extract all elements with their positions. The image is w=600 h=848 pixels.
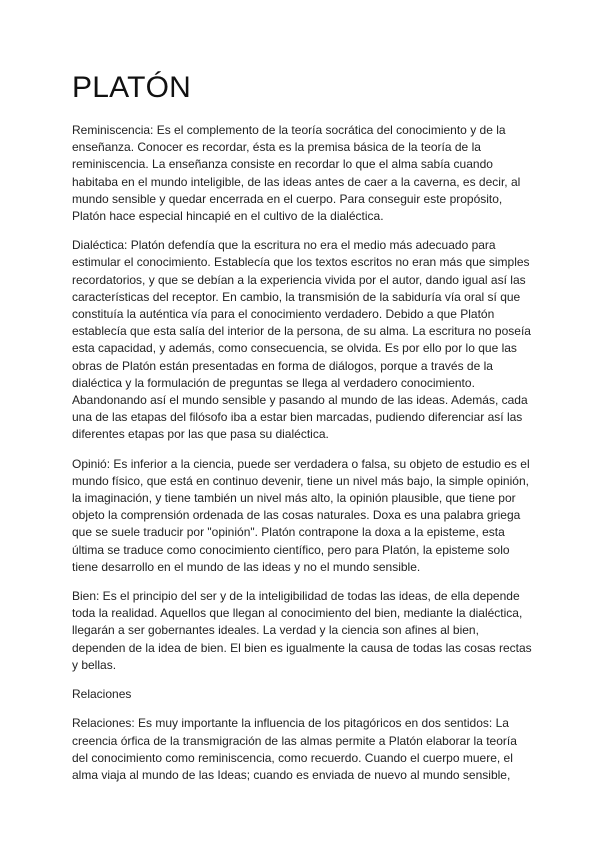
paragraph-relaciones: Relaciones: Es muy importante la influencia de los pitagóricos en dos sentidos: La creencia órfica de la transmigración de las almas permite a Platón elaborar la teoría del conocimiento como reminiscencia, como recuerdo. Cuando el cuerpo muere, el alma viaja al mundo de las Ideas; cuando es enviada de nuevo al mundo sensible, (72, 716, 517, 782)
paragraph-bien: Bien: Es el principio del ser y de la inteligibilidad de todas las ideas, de ella depende toda la realidad. Aquellos que llegan al conocimiento del bien, mediante la dialéctica, llegarán a ser gobernantes ideales. La verdad y la ciencia son afines al bien, dependen de la idea de bien. El bien es igualmente la causa de todas las cosas rectas y bellas. (72, 589, 532, 672)
section-heading-relaciones: Relaciones (72, 687, 132, 702)
page-title: PLATÓN (72, 71, 192, 104)
document-body (72, 122, 532, 796)
paragraph-reminiscencia: Reminiscencia: Es el complemento de la teoría socrática del conocimiento y de la enseñanza. Conocer es recordar, ésta es la premisa básica de la teoría de la reminiscencia. La enseñanza consiste en recordar lo que el alma sabía cuando habitaba en el mundo inteligible, de las ideas antes de caer a la caverna, es decir, al mundo sensible y quedar encerrada en el cuerpo. Para conseguir este propósito, Platón hace especial hincapié en el cultivo de la dialéctica. (72, 123, 521, 224)
paragraph-dialectica: Dialéctica: Platón defendía que la escritura no era el medio más adecuado para estimular el conocimiento. Establecía que los textos escritos no eran más que simples recordatorios, y que se debían a la experiencia vivida por el autor, dando igual así las características del receptor. En cambio, la transmisión de la sabiduría vía oral sí que constituía la auténtica vía para el conocimiento verdadero. Debido a que Platón establecía que esta salía del interior de la persona, de su alma. La escritura no poseía esta capacidad, y además, como consecuencia, se olvida. Es por ello por lo que las obras de Platón están presentadas en forma de diálogos, porque a través de la dialéctica y la formulación de preguntas se llega al verdadero conocimiento. Abandonando así el mundo sensible y pasando al mundo de las ideas. Además, cada una de las etapas del filósofo iba a estar bien marcadas, pudiendo diferenciar así las diferentes etapas por las que pasa su dialéctica. (72, 238, 531, 442)
paragraph-opinio: Opinió: Es inferior a la ciencia, puede ser verdadera o falsa, su objeto de estudio es el mundo físico, que está en continuo devenir, tiene un nivel más bajo, la simple opinión, la imaginación, y tiene también un nivel más alto, la opinión plausible, que tiene por objeto la comprensión ordenada de las cosas naturales. Doxa es una palabra griega que se suele traducir por "opinión". Platón contrapone la doxa a la episteme, esta última se traduce como conocimiento científico, pero para Platón, la episteme solo tiene desarrollo en el mundo de las ideas y no el mundo sensible. (72, 456, 530, 574)
